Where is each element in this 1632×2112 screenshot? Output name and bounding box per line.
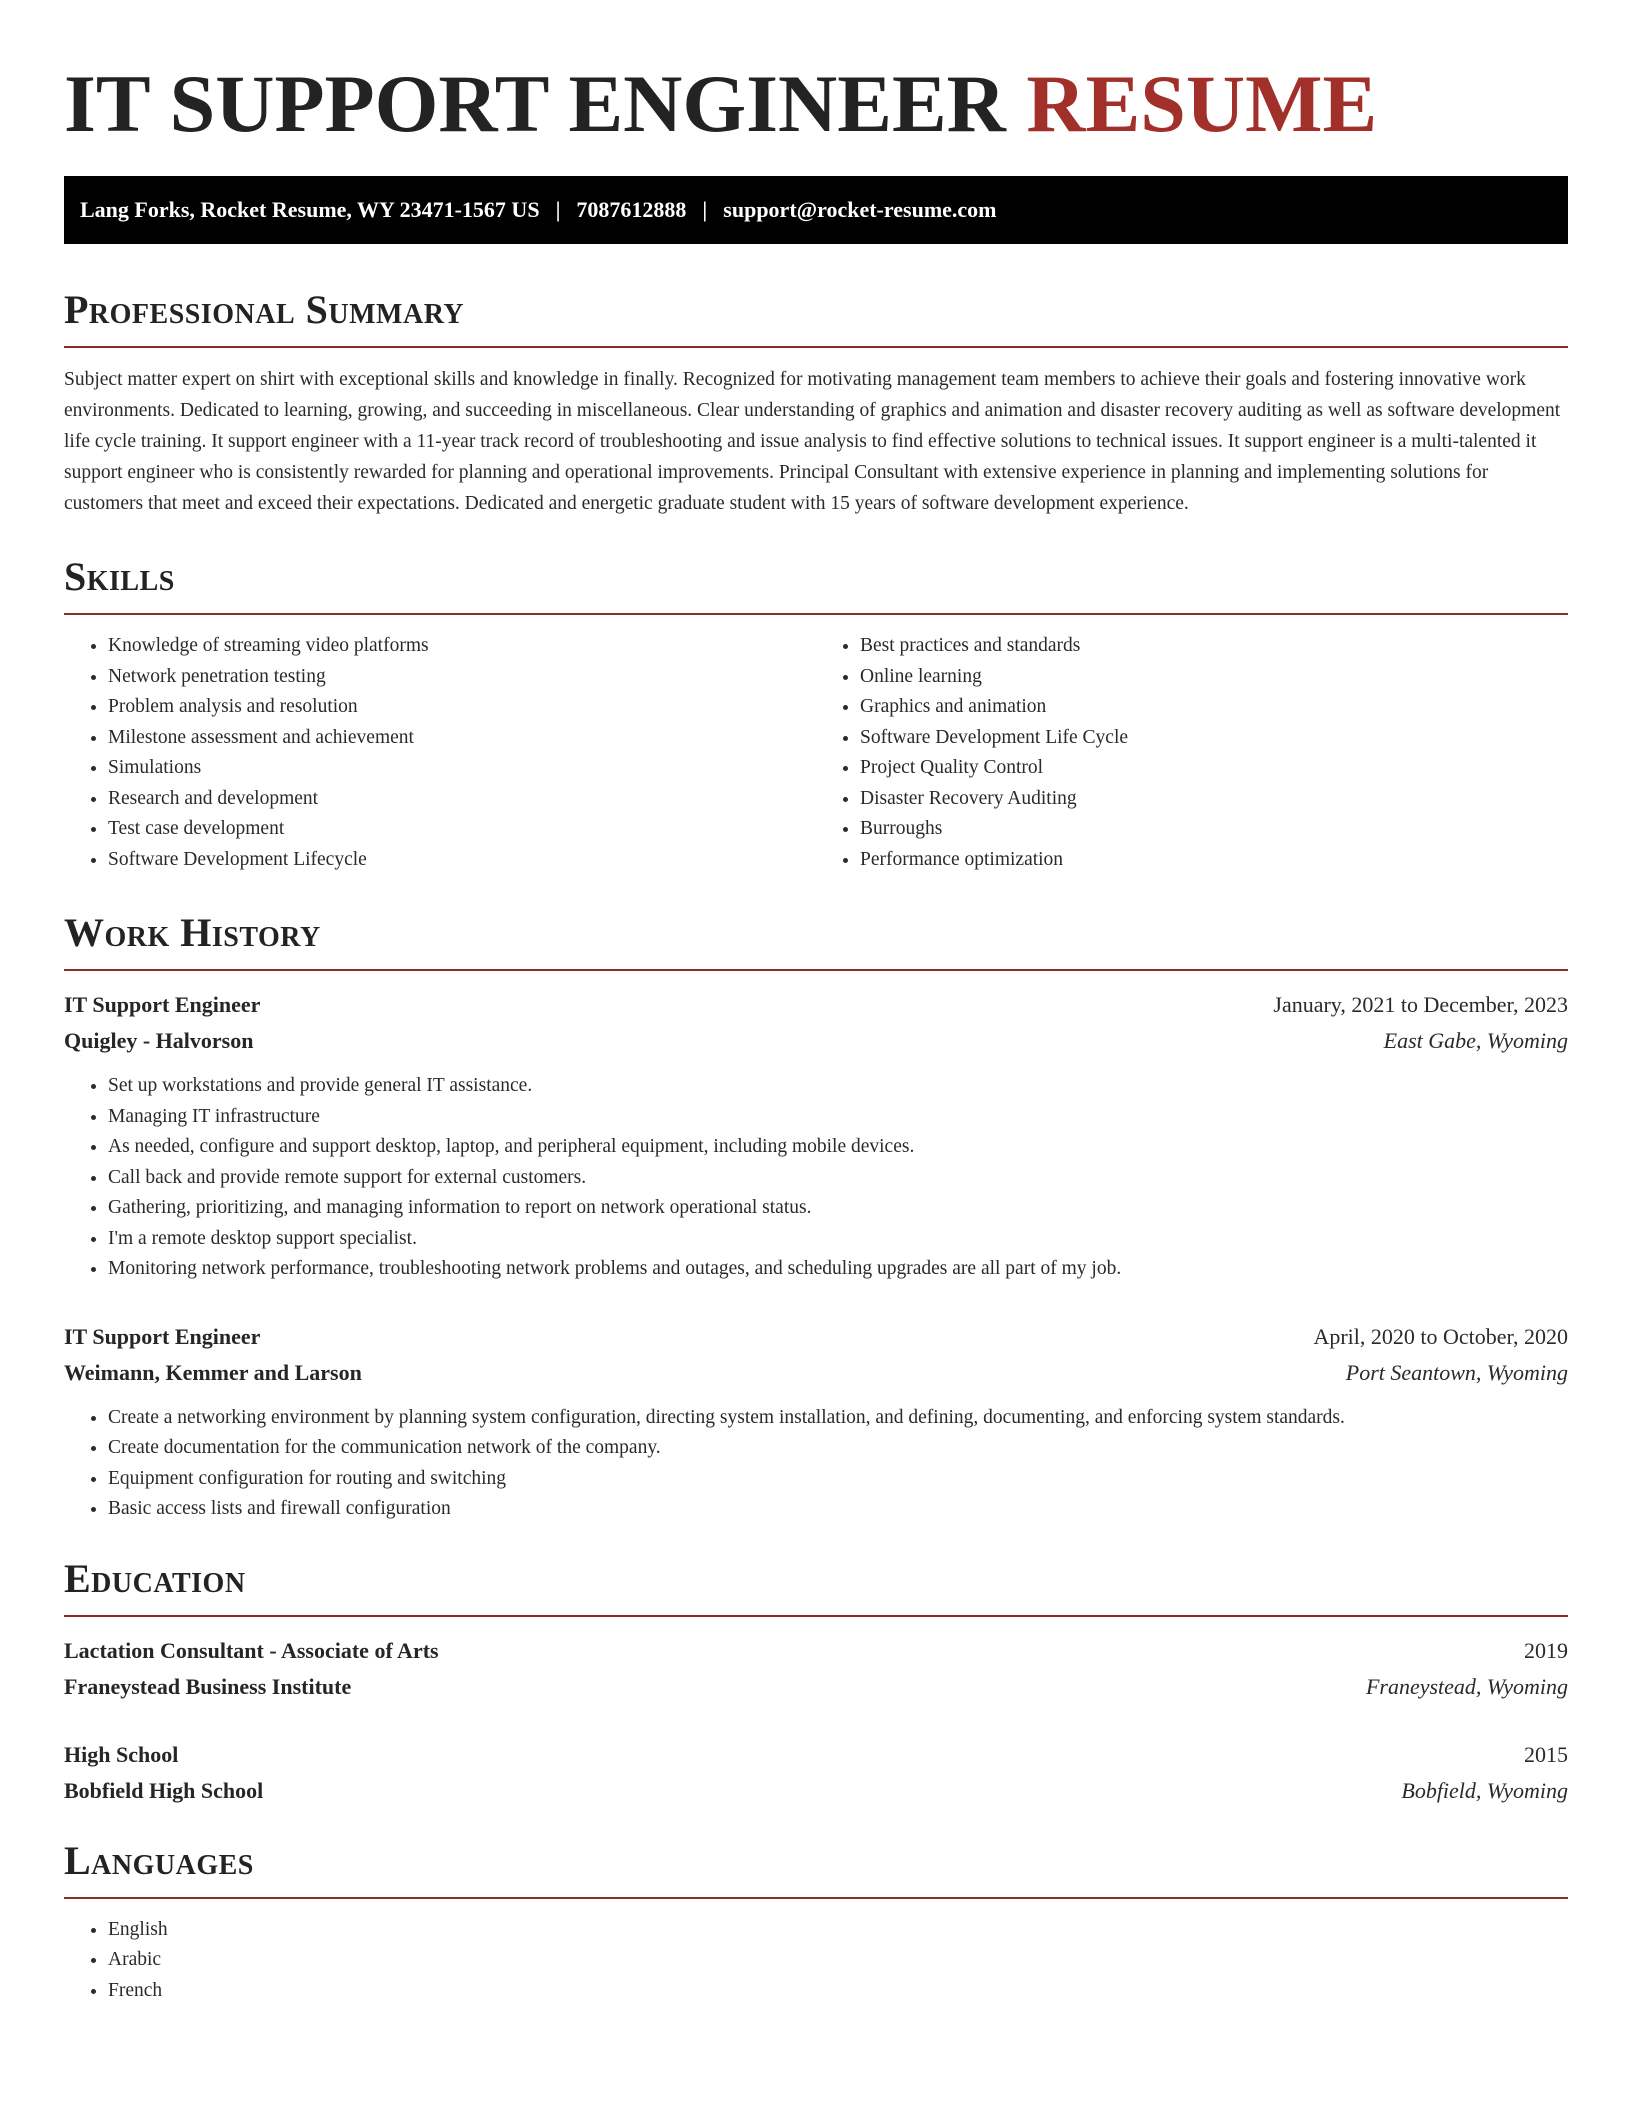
job-duty: • I'm a remote desktop support specialist. <box>108 1224 1568 1255</box>
contact-separator: | <box>555 197 561 222</box>
section-divider <box>64 969 1568 971</box>
education-header-row <box>64 1737 1568 1773</box>
skill-item: • Knowledge of streaming video platforms <box>108 631 816 662</box>
job-company-row <box>64 1023 1568 1059</box>
section-divider <box>64 1615 1568 1617</box>
job-duty: • Call back and provide remote support for external customers. <box>108 1163 1568 1194</box>
job-duty: • Set up workstations and provide general IT assistance. <box>108 1071 1568 1102</box>
education-location: Bobfield, Wyoming <box>1401 1777 1568 1803</box>
job-dates: April, 2020 to October, 2020 <box>1313 1323 1568 1349</box>
skill-item: • Best practices and standards <box>860 631 1568 662</box>
contact-phone: 7087612888 <box>576 197 687 222</box>
education-entry <box>64 1633 1568 1705</box>
job-duty: • Gathering, prioritizing, and managing information to report on network operational status. <box>108 1193 1568 1224</box>
job-entry <box>64 1319 1568 1525</box>
language-item: • Arabic <box>108 1945 1568 1976</box>
job-duty: • Managing IT infrastructure <box>108 1102 1568 1133</box>
job-duties <box>64 1071 1568 1285</box>
job-duty: • Monitoring network performance, troubleshooting network problems and outages, and scheduling upgrades are all part of my job. <box>108 1254 1568 1285</box>
education-entry <box>64 1737 1568 1809</box>
skill-item: • Software Development Life Cycle <box>860 723 1568 754</box>
job-company: Quigley - Halvorson <box>64 1028 254 1053</box>
section-divider <box>64 613 1568 615</box>
languages-heading: Languages <box>64 1837 254 1883</box>
job-company: Weimann, Kemmer and Larson <box>64 1359 362 1385</box>
education-school: Bobfield High School <box>64 1777 264 1803</box>
education-degree: Lactation Consultant - Associate of Arts <box>64 1637 439 1663</box>
skill-item: • Simulations <box>108 753 816 784</box>
skills-section <box>64 553 1568 875</box>
skill-item: • Burroughs <box>860 814 1568 845</box>
skill-item: • Graphics and animation <box>860 692 1568 723</box>
summary-section <box>64 286 1568 519</box>
skill-item: • Online learning <box>860 662 1568 693</box>
work-history-heading: Work History <box>64 910 321 955</box>
job-title: IT Support Engineer <box>64 992 261 1017</box>
language-item: • English <box>108 1915 1568 1946</box>
section-divider <box>64 1897 1568 1899</box>
section-divider <box>64 346 1568 348</box>
skills-list-left <box>64 631 816 875</box>
contact-bar <box>64 176 1568 244</box>
education-school: Franeystead Business Institute <box>64 1673 352 1699</box>
contact-email: support@rocket-resume.com <box>723 197 997 222</box>
job-duties <box>64 1403 1568 1525</box>
title-accent: RESUME <box>1026 58 1378 149</box>
skill-item: • Milestone assessment and achievement <box>108 723 816 754</box>
summary-heading: Professional Summary <box>64 287 465 332</box>
job-header-row <box>64 987 1568 1023</box>
skill-item: • Project Quality Control <box>860 753 1568 784</box>
job-title: IT Support Engineer <box>64 1323 261 1349</box>
contact-address: Lang Forks, Rocket Resume, WY 23471-1567 US <box>80 197 540 222</box>
language-item: • French <box>108 1976 1568 2007</box>
skill-item: • Network penetration testing <box>108 662 816 693</box>
education-degree: High School <box>64 1741 179 1767</box>
job-duty: • Basic access lists and firewall configuration <box>108 1494 1568 1525</box>
contact-separator: | <box>702 197 708 222</box>
title-main: IT SUPPORT ENGINEER <box>64 58 1006 149</box>
summary-text: Subject matter expert on shirt with exceptional skills and knowledge in finally. Recognized for motivating management team members to achieve their goals and fostering innovative work environments. Dedicated to learning, growing, and succeeding in miscellaneous. Clear understanding of graphics and animation and disaster recovery auditing as well as software development life cycle training. It support engineer with a 11-year track record of troubleshooting and issue analysis to find effective solutions to technical issues. It support engineer is a multi-talented it support engineer who is consistently rewarded for planning and operational improvements. Principal Consultant with extensive experience in planning and implementing solutions for customers that meet and exceed their expectations. Dedicated and energetic graduate student with 15 years of software development experience. <box>64 369 1561 514</box>
job-duty: • Equipment configuration for routing and switching <box>108 1464 1568 1495</box>
education-school-row <box>64 1669 1568 1705</box>
skills-heading: Skills <box>64 554 175 599</box>
skills-columns <box>64 631 1568 875</box>
job-header-row <box>64 1319 1568 1355</box>
work-history-section <box>64 909 1568 1525</box>
skill-item: • Problem analysis and resolution <box>108 692 816 723</box>
education-year: 2015 <box>1524 1741 1568 1767</box>
job-location: Port Seantown, Wyoming <box>1345 1359 1568 1385</box>
education-year: 2019 <box>1524 1637 1568 1663</box>
skill-item: • Software Development Lifecycle <box>108 845 816 876</box>
education-section <box>64 1555 1568 1809</box>
skill-item: • Performance optimization <box>860 845 1568 876</box>
languages-list <box>64 1915 1568 2007</box>
job-duty: • Create a networking environment by planning system configuration, directing system installation, and defining, documenting, and enforcing system standards. <box>108 1403 1568 1434</box>
job-location: East Gabe, Wyoming <box>1383 1028 1568 1053</box>
job-duty: • Create documentation for the communication network of the company. <box>108 1433 1568 1464</box>
education-header-row <box>64 1633 1568 1669</box>
education-school-row <box>64 1773 1568 1809</box>
job-duty: • As needed, configure and support desktop, laptop, and peripheral equipment, including mobile devices. <box>108 1132 1568 1163</box>
education-location: Franeystead, Wyoming <box>1365 1673 1568 1699</box>
languages-section <box>64 1837 1568 2007</box>
skill-item: • Test case development <box>108 814 816 845</box>
education-heading: Education <box>64 1555 246 1601</box>
resume-title <box>64 56 1568 152</box>
job-entry <box>64 987 1568 1285</box>
job-company-row <box>64 1355 1568 1391</box>
skill-item: • Disaster Recovery Auditing <box>860 784 1568 815</box>
skill-item: • Research and development <box>108 784 816 815</box>
job-dates: January, 2021 to December, 2023 <box>1273 992 1568 1017</box>
skills-list-right <box>816 631 1568 875</box>
